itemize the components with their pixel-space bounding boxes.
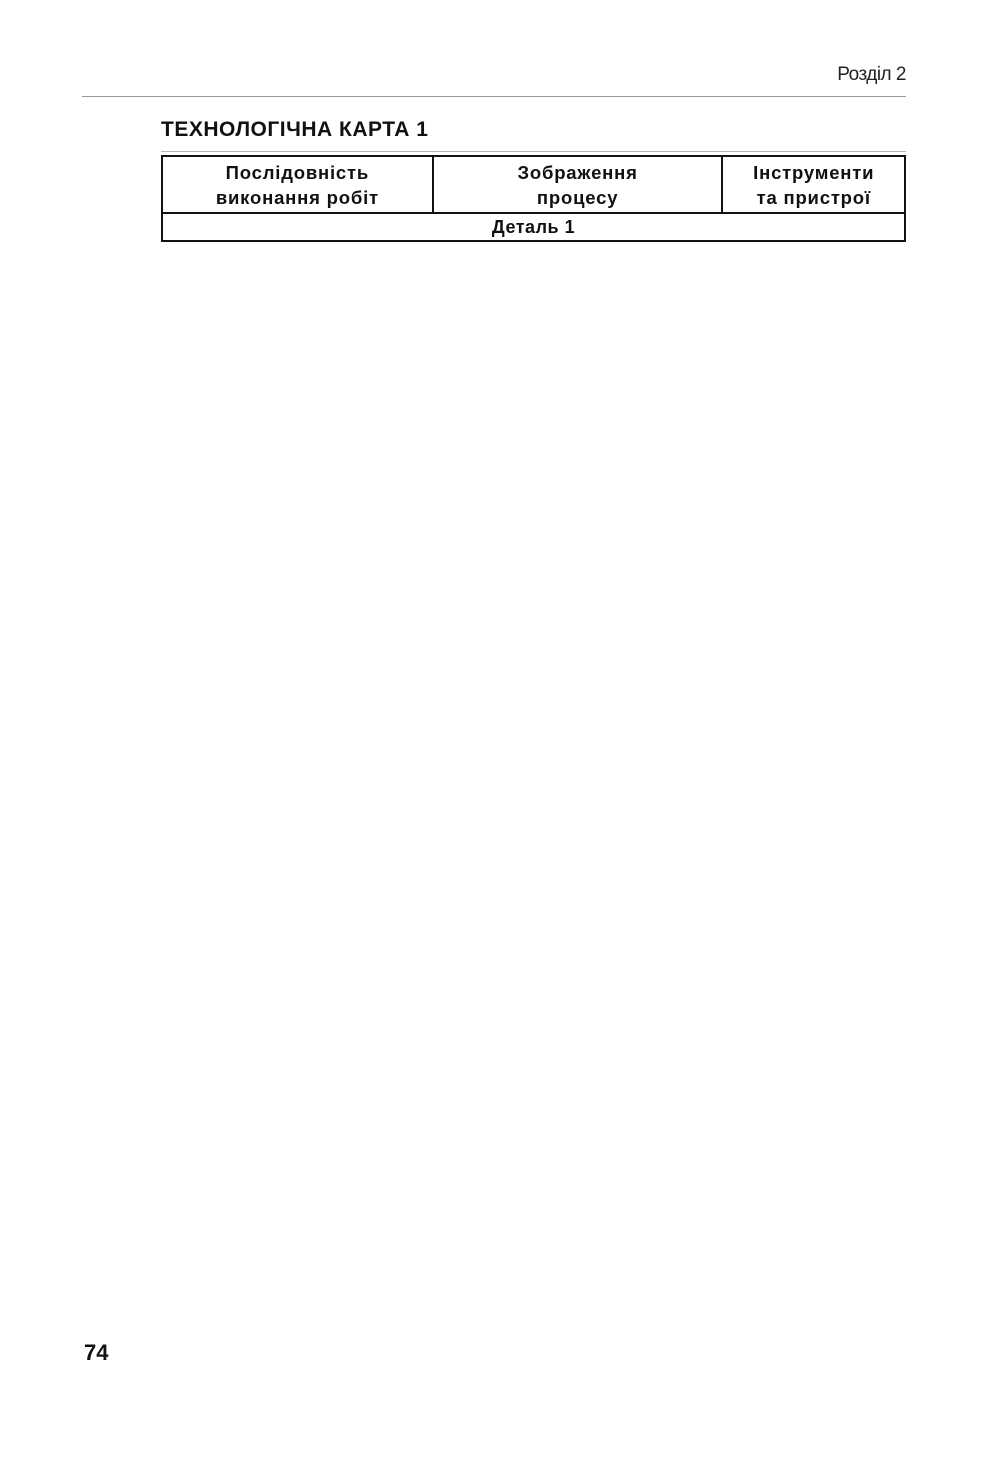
header-rule	[82, 96, 906, 97]
technology-card-table	[161, 155, 906, 242]
detail-label: Деталь 1	[162, 213, 905, 241]
title-rule	[161, 151, 906, 152]
column-header-image: Зображення процесу	[433, 156, 723, 213]
column-header-tools: Інструменти та пристрої	[722, 156, 905, 213]
section-label: Розділ 2	[837, 64, 906, 85]
card-title: ТЕХНОЛОГІЧНА КАРТА 1	[161, 118, 429, 141]
table-header-row	[162, 156, 905, 213]
detail-row	[162, 213, 905, 241]
page-number: 74	[84, 1340, 109, 1365]
column-header-sequence: Послідовність виконання робіт	[162, 156, 433, 213]
